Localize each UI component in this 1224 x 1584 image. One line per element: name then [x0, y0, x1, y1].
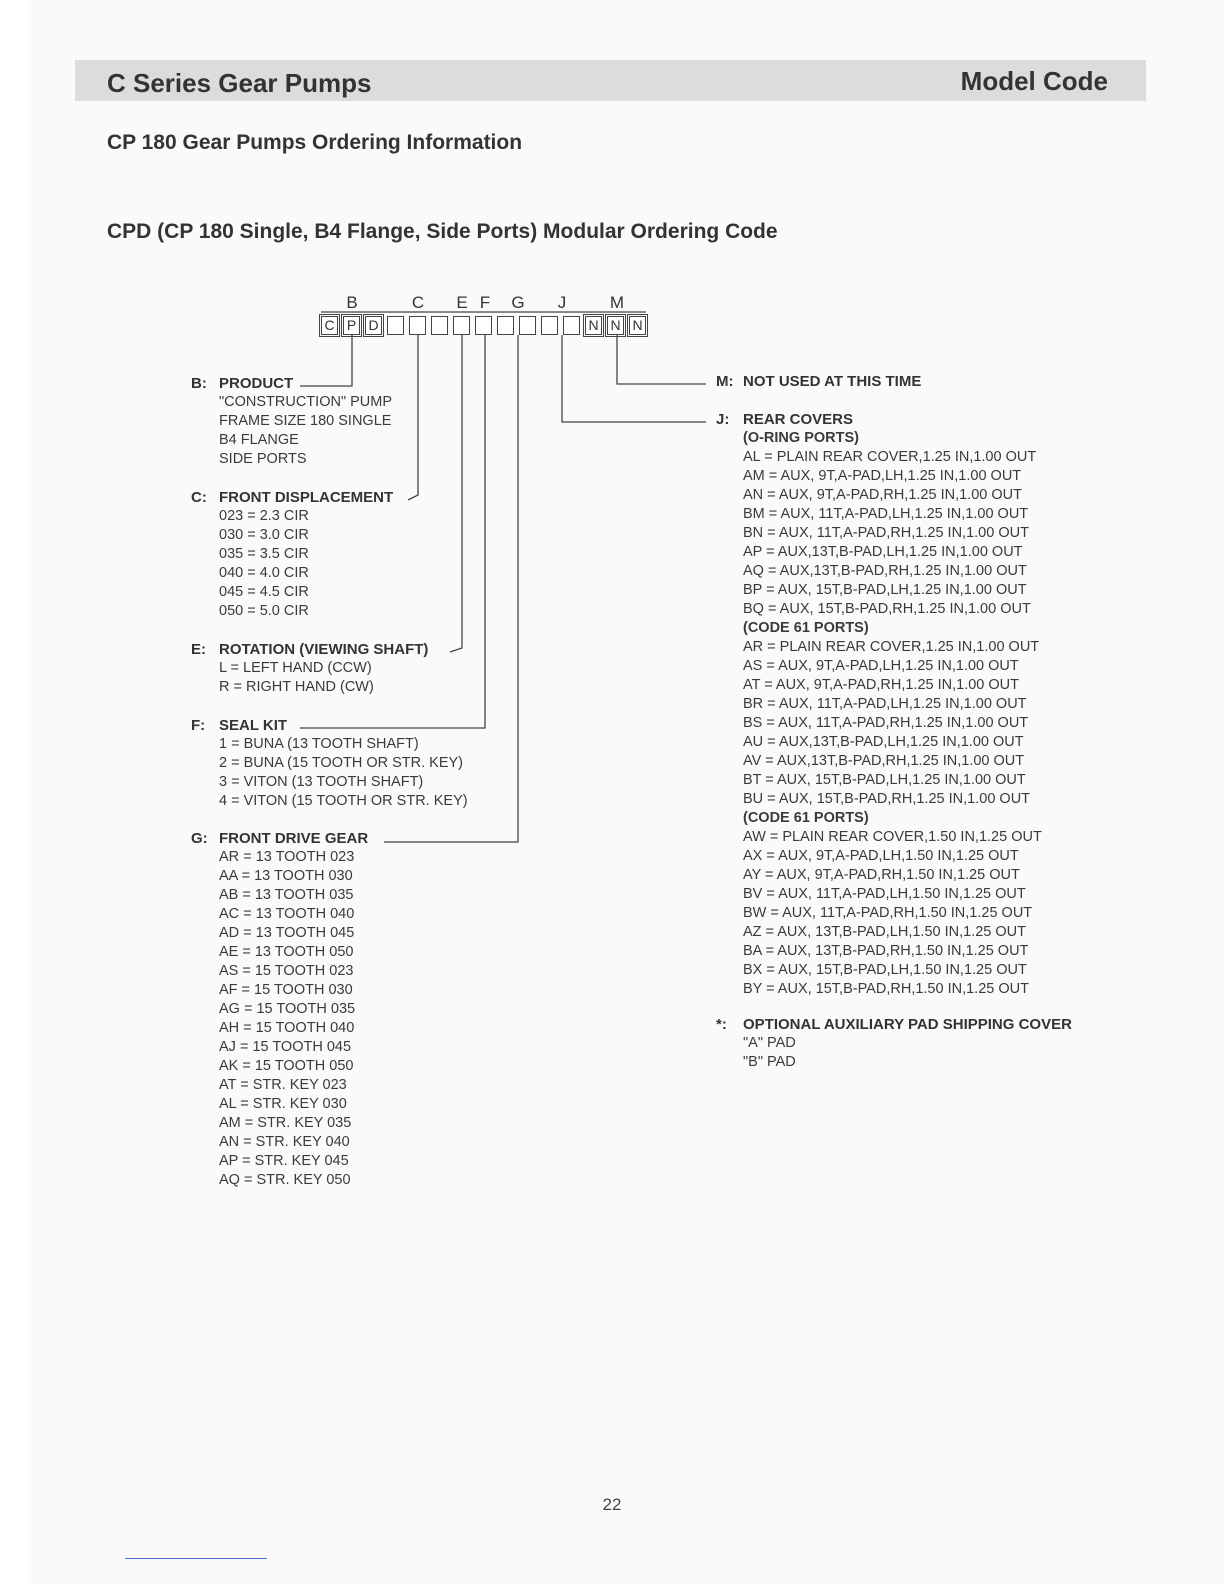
list-item: L = LEFT HAND (CCW) [219, 660, 372, 676]
list-item: BY = AUX, 15T,B-PAD,RH,1.50 IN,1.25 OUT [743, 981, 1029, 997]
list-item: BM = AUX, 11T,A-PAD,LH,1.25 IN,1.00 OUT [743, 506, 1029, 522]
list-item: 030 = 3.0 CIR [219, 527, 309, 543]
section-letter: E: [191, 641, 206, 658]
leader-j [562, 335, 706, 422]
list-item: BU = AUX, 15T,B-PAD,RH,1.25 IN,1.00 OUT [743, 791, 1031, 807]
list-item: AY = AUX, 9T,A-PAD,RH,1.50 IN,1.25 OUT [743, 867, 1020, 883]
code-box: P [343, 316, 360, 335]
list-item: AR = PLAIN REAR COVER,1.25 IN,1.00 OUT [743, 639, 1040, 655]
list-item: AN = AUX, 9T,A-PAD,RH,1.25 IN,1.00 OUT [743, 487, 1022, 503]
list-item: BT = AUX, 15T,B-PAD,LH,1.25 IN,1.00 OUT [743, 772, 1026, 788]
list-item: BQ = AUX, 15T,B-PAD,RH,1.25 IN,1.00 OUT [743, 601, 1031, 617]
list-item: 040 = 4.0 CIR [219, 565, 309, 581]
list-item: 035 = 3.5 CIR [219, 546, 309, 562]
position-letter-e: E [456, 293, 468, 312]
code-box: D [365, 316, 382, 335]
section-seal-kit [191, 716, 468, 811]
list-item: AH = 15 TOOTH 040 [219, 1020, 355, 1036]
list-item: AT = AUX, 9T,A-PAD,RH,1.25 IN,1.00 OUT [743, 677, 1020, 693]
list-item: FRAME SIZE 180 SINGLE [219, 413, 392, 429]
position-letter-b: B [346, 293, 358, 312]
list-item: AM = AUX, 9T,A-PAD,LH,1.25 IN,1.00 OUT [743, 468, 1022, 484]
section-title-front-displacement: FRONT DISPLACEMENT [219, 489, 394, 506]
section-title-front-drive-gear: FRONT DRIVE GEAR [219, 830, 369, 847]
list-item: B4 FLANGE [219, 432, 299, 448]
list-item: AE = 13 TOOTH 050 [219, 944, 354, 960]
list-item: AJ = 15 TOOTH 045 [219, 1039, 352, 1055]
section-title-seal-kit: SEAL KIT [219, 717, 288, 734]
list-item: R = RIGHT HAND (CW) [219, 679, 374, 695]
list-item: 023 = 2.3 CIR [219, 508, 309, 524]
list-item: "CONSTRUCTION" PUMP [219, 394, 393, 410]
code-title: CPD (CP 180 Single, B4 Flange, Side Ports) Modular Ordering Code [107, 220, 778, 243]
list-item: AN = STR. KEY 040 [219, 1134, 350, 1150]
list-item: "B" PAD [743, 1054, 796, 1070]
list-item: BR = AUX, 11T,A-PAD,LH,1.25 IN,1.00 OUT [743, 696, 1027, 712]
list-item: AB = 13 TOOTH 035 [219, 887, 354, 903]
list-item: AC = 13 TOOTH 040 [219, 906, 355, 922]
list-item: SIDE PORTS [219, 451, 307, 467]
group-heading-code-61: (CODE 61 PORTS) [743, 810, 869, 826]
header-series-title: C Series Gear Pumps [107, 68, 372, 98]
section-letter: M: [716, 373, 734, 390]
section-rotation [191, 640, 428, 697]
section-letter: B: [191, 375, 207, 392]
list-item: 045 = 4.5 CIR [219, 584, 309, 600]
list-item: AT = STR. KEY 023 [219, 1077, 347, 1093]
list-item: AU = AUX,13T,B-PAD,LH,1.25 IN,1.00 OUT [743, 734, 1024, 750]
list-item: BV = AUX, 11T,A-PAD,LH,1.50 IN,1.25 OUT [743, 886, 1026, 902]
list-item: BA = AUX, 13T,B-PAD,RH,1.50 IN,1.25 OUT [743, 943, 1029, 959]
list-item: 3 = VITON (13 TOOTH SHAFT) [219, 774, 424, 790]
section-title-rotation: ROTATION (VIEWING SHAFT) [219, 641, 429, 658]
list-item: BS = AUX, 11T,A-PAD,RH,1.25 IN,1.00 OUT [743, 715, 1029, 731]
section-letter: J: [716, 411, 730, 428]
position-letter-j: J [557, 293, 567, 312]
list-item: AP = STR. KEY 045 [219, 1153, 349, 1169]
list-item: 4 = VITON (15 TOOTH OR STR. KEY) [219, 793, 468, 809]
list-item: "A" PAD [743, 1035, 796, 1051]
list-item: AL = STR. KEY 030 [219, 1096, 347, 1112]
section-title-product: PRODUCT [219, 375, 294, 392]
code-box: C [321, 316, 338, 335]
list-item: BW = AUX, 11T,A-PAD,RH,1.50 IN,1.25 OUT [743, 905, 1033, 921]
code-box: N [629, 316, 646, 335]
position-letter-c: C [411, 293, 425, 312]
list-item: BN = AUX, 11T,A-PAD,RH,1.25 IN,1.00 OUT [743, 525, 1029, 541]
footer-link-underline[interactable] [125, 1558, 267, 1559]
section-letter: C: [191, 489, 207, 506]
list-item: AF = 15 TOOTH 030 [219, 982, 353, 998]
section-title-not-used: NOT USED AT THIS TIME [743, 373, 922, 390]
list-item: 1 = BUNA (13 TOOTH SHAFT) [219, 736, 419, 752]
list-item: AQ = STR. KEY 050 [219, 1172, 351, 1188]
page-number: 22 [602, 1495, 622, 1514]
list-item: AS = 15 TOOTH 023 [219, 963, 354, 979]
section-title-optional-cover: OPTIONAL AUXILIARY PAD SHIPPING COVER [743, 1016, 1072, 1033]
list-item: AW = PLAIN REAR COVER,1.50 IN,1.25 OUT [743, 829, 1042, 845]
list-item: AM = STR. KEY 035 [219, 1115, 352, 1131]
list-item: 050 = 5.0 CIR [219, 603, 309, 619]
section-letter: F: [191, 717, 206, 734]
code-box: N [585, 316, 602, 335]
position-letter-f: F [479, 293, 491, 312]
list-item: AK = 15 TOOTH 050 [219, 1058, 354, 1074]
section-title: CP 180 Gear Pumps Ordering Information [107, 131, 523, 154]
list-item: AQ = AUX,13T,B-PAD,RH,1.25 IN,1.00 OUT [743, 563, 1027, 579]
list-item: AV = AUX,13T,B-PAD,RH,1.25 IN,1.00 OUT [743, 753, 1025, 769]
header-model-code: Model Code [960, 66, 1108, 96]
section-front-drive-gear [191, 829, 368, 1190]
group-heading-o-ring: (O-RING PORTS) [743, 430, 859, 446]
list-item: AG = 15 TOOTH 035 [219, 1001, 356, 1017]
list-item: 2 = BUNA (15 TOOTH OR STR. KEY) [219, 755, 464, 771]
section-optional-cover [716, 1015, 1072, 1072]
list-item: AP = AUX,13T,B-PAD,LH,1.25 IN,1.00 OUT [743, 544, 1023, 560]
position-letter-m: M [609, 293, 625, 312]
list-item: AZ = AUX, 13T,B-PAD,LH,1.50 IN,1.25 OUT [743, 924, 1026, 940]
list-item: AA = 13 TOOTH 030 [219, 868, 353, 884]
leader-m [617, 335, 706, 384]
list-item: BX = AUX, 15T,B-PAD,LH,1.50 IN,1.25 OUT [743, 962, 1027, 978]
list-item: AS = AUX, 9T,A-PAD,LH,1.25 IN,1.00 OUT [743, 658, 1019, 674]
leader-e [450, 335, 462, 652]
group-heading-code-61: (CODE 61 PORTS) [743, 620, 869, 636]
section-letter: G: [191, 830, 208, 847]
section-front-displacement [191, 488, 393, 621]
section-title-rear-covers: REAR COVERS [743, 411, 854, 428]
section-product [191, 374, 392, 469]
code-box: N [607, 316, 624, 335]
list-item: AX = AUX, 9T,A-PAD,LH,1.50 IN,1.25 OUT [743, 848, 1019, 864]
section-not-used [716, 372, 921, 391]
list-item: AR = 13 TOOTH 023 [219, 849, 355, 865]
list-item: AL = PLAIN REAR COVER,1.25 IN,1.00 OUT [743, 449, 1037, 465]
list-item: AD = 13 TOOTH 045 [219, 925, 355, 941]
section-rear-covers [716, 410, 1042, 999]
position-letter-g: G [511, 293, 525, 312]
section-letter: *: [716, 1016, 727, 1033]
list-item: BP = AUX, 15T,B-PAD,LH,1.25 IN,1.00 OUT [743, 582, 1027, 598]
leader-c [408, 335, 418, 500]
